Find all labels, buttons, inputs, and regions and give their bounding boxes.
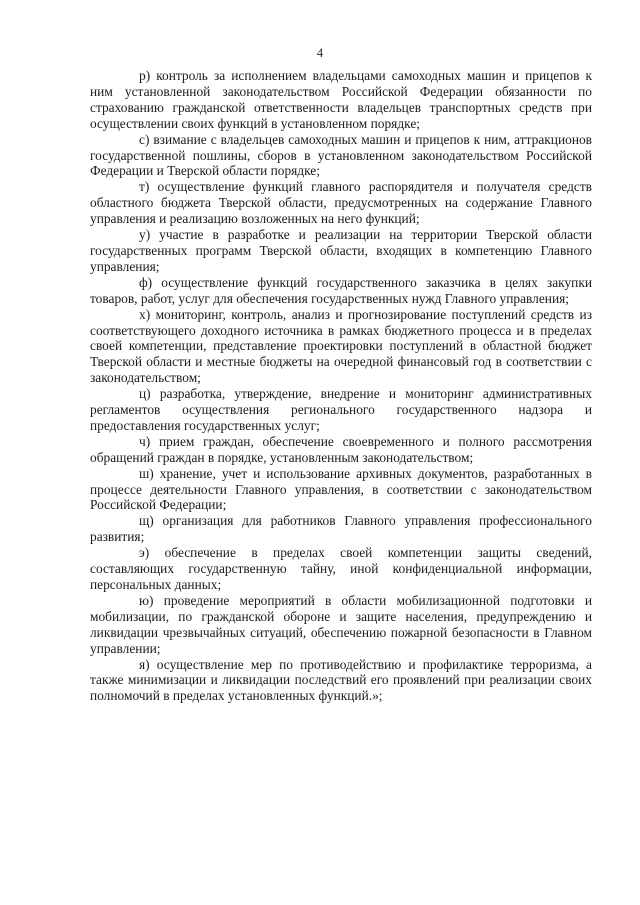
paragraph-kh: х) мониторинг, контроль, анализ и прогнозирование поступлений средств из соответствующего доходного источника в рамках бюджетного процесса и в пределах своей компетенции, представление проектировки поступлений в областной бюджет Тверской области и местные бюджеты на очередной финансовый год в соответствии с законодательством; (90, 306, 592, 386)
paragraph-ts: ц) разработка, утверждение, внедрение и мониторинг административных регламентов осуществления регионального государственного надзора и предоставления государственных услуг; (90, 386, 592, 433)
paragraph-s: с) взимание с владельцев самоходных машин и прицепов к ним, аттракционов государственной пошлины, сборов в установленном законодательством Российской Федерации и Тверской области порядке; (90, 131, 592, 179)
paragraph-f: ф) осуществление функций государственного заказчика в целях закупки товаров, работ, услуг для обеспечения государственных нужд Главного управления; (90, 274, 592, 306)
paragraph-t: т) осуществление функций главного распорядителя и получателя средств областного бюджета Тверской области, предусмотренных на содержание Главного управления и реализацию возложенных на него функций; (90, 179, 592, 227)
paragraph-u: у) участие в разработке и реализации на территории Тверской области государственных программ Тверской области, входящих в компетенцию Главного управления; (90, 227, 592, 274)
page-number: 4 (316, 46, 324, 60)
paragraph-shch: щ) организация для работников Главного управления профессионального развития; (90, 513, 592, 545)
document-body (90, 68, 592, 704)
paragraph-yu: ю) проведение мероприятий в области мобилизационной подготовки и мобилизации, по гражданской обороне и защите населения, предупреждению и ликвидации чрезвычайных ситуаций, обеспечению пожарной безопасности в Главном управлении; (90, 592, 592, 656)
paragraph-ya: я) осуществление мер по противодействию и профилактике терроризма, а также минимизации и ликвидации последствий его проявлений при реализации своих полномочий в пределах установленных функций.»; (90, 656, 592, 704)
paragraph-e: э) обеспечение в пределах своей компетенции защиты сведений, составляющих государственную тайну, иной конфиденциальной информации, персональных данных; (90, 545, 592, 592)
paragraph-ch: ч) прием граждан, обеспечение своевременного и полного рассмотрения обращений граждан в порядке, установленным законодательством; (90, 433, 592, 465)
paragraph-r: р) контроль за исполнением владельцами самоходных машин и прицепов к ним установленной законодательством Российской Федерации обязанности по страхованию гражданской ответственности владельцев транспортных средств при осуществлении своих функций в установленном порядке; (90, 68, 592, 131)
paragraph-sh: ш) хранение, учет и использование архивных документов, разработанных в процессе деятельности Главного управления, в соответствии с законодательством Российской Федерации; (90, 465, 592, 513)
